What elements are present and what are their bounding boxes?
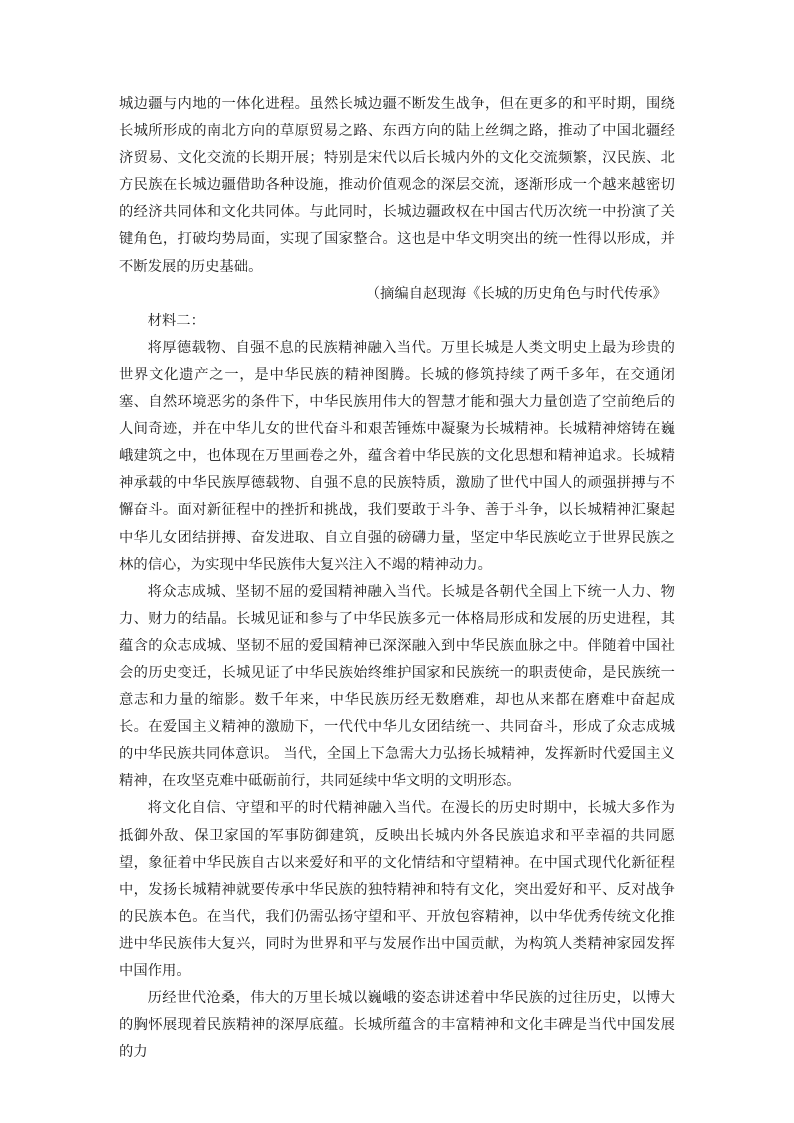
paragraph-peace: 将文化自信、守望和平的时代精神融入当代。在漫长的历史时期中，长城大多作为抵御外敌、保卫家国的军事防御建筑，反映出长城内外各民族追求和平幸福的共同愿望，象征着中华民族自古以来爱好和平的文化情结和守望精神。在中国式现代化新征程中，发扬长城精神就要传承中华民族的独特精神和特有文化，突出爱好和平、反对战争的民族本色。在当代，我们仍需弘扬守望和平、开放包容精神，以中华优秀传统文化推进中华民族伟大复兴，同时为世界和平与发展作出中国贡献，为构筑人类精神家园发挥中国作用。: [119, 800, 675, 979]
source-citation: （摘编自赵现海《长城的历史角色与时代传承》: [365, 285, 667, 302]
paragraph-conclusion: 历经世代沧桑，伟大的万里长城以巍峨的姿态讲述着中华民族的过往历史，以博大的胸怀展现着民族精神的深厚底蕴。长城所蕴含的丰富精神和文化丰碑是当代中国发展的力: [119, 990, 675, 1061]
paragraph-continuation: 城边疆与内地的一体化进程。虽然长城边疆不断发生战争，但在更多的和平时期，围绕长城所形成的南北方向的草原贸易之路、东西方向的陆上丝绸之路，推动了中国北疆经济贸易、文化交流的长期开展；特别是宋代以后长城内外的文化交流频繁，汉民族、北方民族在长城边疆借助各种设施，推动价值观念的深层交流，逐渐形成一个越来越密切的经济共同体和文化共同体。与此同时，长城边疆政权在中国古代历次统一中扮演了关键角色，打破均势局面，实现了国家整合。这也是中华文明突出的统一性得以形成，并不断发展的历史基础。: [119, 96, 675, 275]
paragraph-patriotism: 将众志成城、坚韧不屈的爱国精神融入当代。长城是各朝代全国上下统一人力、物力、财力的结晶。长城见证和参与了中华民族多元一体格局形成和发展的历史进程，其蕴含的众志成城、坚韧不屈的爱国精神已深深融入到中华民族血脉之中。伴随着中国社会的历史变迁，长城见证了中华民族始终维护国家和民族统一的职责使命，是民族统一意志和力量的缩影。数千年来，中华民族历经无数磨难，却也从来都在磨难中奋起成长。在爱国主义精神的激励下，一代代中华儿女团结统一、共同奋斗，形成了众志成城的中华民族共同体意识。 当代，全国上下急需大力弘扬长城精神，发挥新时代爱国主义精神，在攻坚克难中砥砺前行，共同延续中华文明的文明形态。: [119, 583, 675, 790]
document-body: [119, 91, 675, 1066]
paragraph-ethos: 将厚德载物、自强不息的民族精神融入当代。万里长城是人类文明史上最为珍贵的世界文化遗产之一，是中华民族的精神图腾。长城的修筑持续了两千多年，在交通闭塞、自然环境恶劣的条件下，中华民族用伟大的智慧才能和强大力量创造了空前绝后的人间奇迹，并在中华儿女的世代奋斗和艰苦锤炼中凝聚为长城精神。长城精神熔铸在巍峨建筑之中，也体现在万里画卷之外，蕴含着中华民族的文化思想和精神追求。长城精神承载的中华民族厚德载物、自强不息的民族特质，激励了世代中国人的顽强拼搏与不懈奋斗。面对新征程中的挫折和挑战，我们要敢于斗争、善于斗争，以长城精神汇聚起中华儿女团结拼搏、奋发进取、自立自强的磅礴力量，坚定中华民族屹立于世界民族之林的信心，为实现中华民族伟大复兴注入不竭的精神动力。: [119, 339, 675, 573]
material-heading: 材料二：: [147, 312, 205, 329]
